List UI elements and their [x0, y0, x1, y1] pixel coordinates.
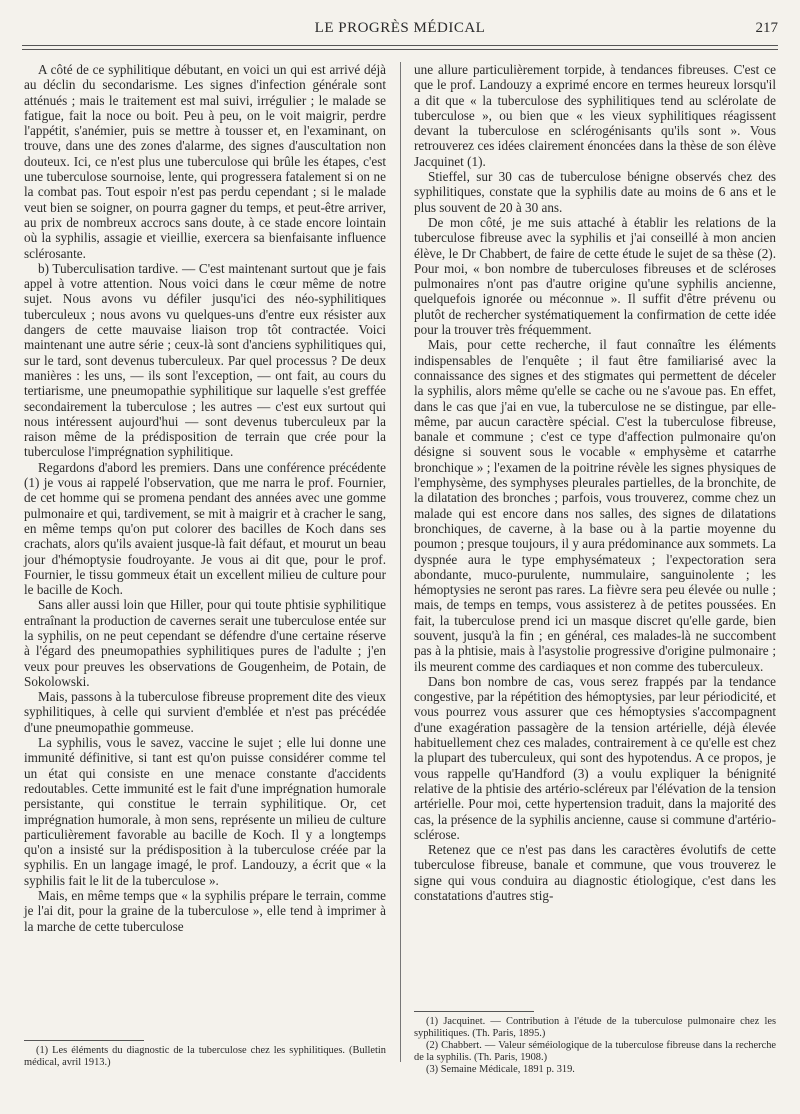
left-footnotes [24, 1040, 386, 1069]
paragraph: Retenez que ce n'est pas dans les caractères évolutifs de cette tuberculose fibreuse, banale et commune, que vous trouverez le signe qui vous conduira au diagnostic étiologique, c'est dans les constatations d'autres stig- [414, 842, 776, 904]
right-footnotes [414, 1011, 776, 1076]
paragraph: Sans aller aussi loin que Hiller, pour qui toute phtisie syphilitique entraînant la production de cavernes serait une tuberculose entée sur la syphilis, on ne peut cependant se défendre d'une certaine réserve à l'égard des pneumopathies syphilitiques pures de l'adulte ; j'en veux pour preuves les observations de Gougenheim, de Potain, de Sokolowski. [24, 597, 386, 689]
paragraph: Regardons d'abord les premiers. Dans une conférence précédente (1) je vous ai rappelé l'observation, que me narra le prof. Fournier, de cet homme qui se promena pendant des années avec une gomme pulmonaire et qui, tardivement, se mit à maigrir et à cracher le sang, en même temps qu'on put colorer des bacilles de Koch dans ses crachats, alors qu'ils avaient jusque-là fait défaut, et mourut un beau jour d'hémoptysie foudroyante. Je vous ai dit que, pour le prof. Fournier, le tissu gommeux était un excellent milieu de culture pour le bacille de Koch. [24, 459, 386, 598]
right-column [414, 62, 776, 903]
paragraph: La syphilis, vous le savez, vaccine le sujet ; elle lui donne une immunité définitive, si tant est qu'on puisse considérer comme tel un état qui consiste en une menace constante d'accidents redoutables. Cette immunité est le fait d'une imprégnation humorale persistante, qui constitue le terrain syphilitique. Or, cet imprégnation humorale, à mon sens, représente un milieu de culture particulièrement favorable au bacille de Koch. Il y a longtemps qu'on a insisté sur la prédisposition à la tuberculose créée par la syphilis. En un langage imagé, le prof. Landouzy, a écrit que « la syphilis fait le lit de la tuberculose ». [24, 735, 386, 888]
paragraph: une allure particulièrement torpide, à tendances fibreuses. C'est ce que le prof. Landouzy a exprimé encore en termes heureux lorsqu'il a dit que « la tuberculose des syphilitiques tend au sclérolate de tuberculose », ou bien que « les vieux syphilitiques réagissent devant la tuberculose en sclérogénisants qu'ils sont ». Vous retrouverez ces idées clairement énoncées dans la thèse de son élève Jacquinet (1). [414, 62, 776, 169]
footnote: (3) Semaine Médicale, 1891 p. 319. [426, 1064, 575, 1075]
page-number: 217 [755, 20, 778, 36]
footnote: (1) Jacquinet. — Contribution à l'étude de la tuberculose pulmonaire chez les syphilitiques. (Th. Paris, 1895.) [414, 1016, 776, 1039]
running-title: LE PROGRÈS MÉDICAL [314, 20, 486, 36]
header-rule-bottom [22, 49, 778, 50]
page-header [22, 20, 778, 44]
paragraph: Mais, en même temps que « la syphilis prépare le terrain, comme je l'ai dit, pour la graine de la tuberculose », elle tend à imprimer à la marche de cette tuberculose [24, 888, 386, 934]
column-divider [400, 62, 401, 1062]
footnote: (1) Les éléments du diagnostic de la tuberculose chez les syphilitiques. (Bulletin médical, avril 1913.) [24, 1045, 386, 1068]
footnote: (2) Chabbert. — Valeur séméiologique de la tuberculose fibreuse dans la recherche de la syphilis. (Th. Paris, 1908.) [414, 1040, 776, 1063]
paragraph: b) Tuberculisation tardive. — C'est maintenant surtout que je fais appel à votre attention. Nous voici dans le cœur même de notre sujet. Nous avons vu défiler jusqu'ici des néo-syphilitiques tuberculeux ; nous avons vu quelques-uns d'entre eux résister aux dangers de cette mauvaise liaison trop tôt contractée. Voici maintenant une autre série ; ceux-là sont d'anciens syphilitiques qui, sur le tard, sont devenus tuberculeux. Par quel processus ? De deux manières : les uns, — ils sont l'exception, — ont fait, au cours du tertiarisme, une pneumopathie syphilitique sur laquelle s'est greffée secondairement la tuberculose ; les autres — c'est eux surtout qui nous intéressent aujourd'hui — sont devenus tuberculeux par la raison même de la prédisposition de terrain que crée pour la tuberculose l'imprégnation syphilitique. [24, 260, 386, 460]
paragraph: De mon côté, je me suis attaché à établir les relations de la tuberculose fibreuse avec la syphilis et j'ai conseillé à mon ancien élève, le Dr Chabbert, de faire de cette étude le sujet de sa thèse (2). Pour moi, « bon nombre de tuberculoses fibreuses et de scléroses pulmonaires n'ont pas d'autre origine qu'une syphilis ancienne, quelquefois ignorée ou méconnue ». Il suffit d'être prévenu ou plutôt de rechercher systématiquement la confirmation de cette idée pour la trouver très fréquemment. [414, 214, 776, 338]
paragraph: Stieffel, sur 30 cas de tuberculose bénigne observés chez des syphilitiques, constate que la syphilis date au moins de 6 ans et le plus souvent de 20 à 30 ans. [414, 169, 776, 215]
header-rule-top [22, 45, 778, 46]
paragraph: Mais, pour cette recherche, il faut connaître les éléments indispensables de l'enquête ; il faut être familiarisé avec la connaissance des signes et des stigmates qui permettent de déceler la syphilis, alors même qu'elle se cache ou ne s'avoue pas. En effet, dans le cas que j'ai en vue, la tuberculose ne se distingue, par elle-même, par aucun caractère spécial. C'est la tuberculose fibreuse, banale et commune ; c'est ce type d'affection pulmonaire qu'on désigne si souvent sous le vocable « emphysème et catarrhe bronchique » ; l'examen de la poitrine révèle les signes physiques de l'emphysème, des symphyses pleurales partielles, de la bronchite, de la dilatation des bronches ; parfois, vous trouverez, comme chez un malade qui est encore dans nos salles, des signes de dilatations bronchiques, de caverne, à la base ou à la partie moyenne du poumon ; presque toujours, il y aura prédominance aux sommets. La dyspnée aura le type emphysémateux ; l'expectoration sera abondante, muco-purulente, nummulaire, sanguinolente ; les hémoptysies ne seront pas rares. La fièvre sera peu élevée ou nulle ; mais, de temps en temps, vous assisterez à de petites poussées. En fait, la tuberculose prend ici un masque discret qu'elle garde, bien souvent, jusqu'à la fin ; en général, ces malades-là ne succombent pas à la phtisie, mais à l'asystolie progressive d'origine pulmonaire ; ils meurent comme des cardiaques et non comme des tuberculeux. [414, 337, 776, 674]
paragraph: Mais, passons à la tuberculose fibreuse proprement dite des vieux syphilitiques, à celle qui survient d'emblée et n'est pas précédée d'une pneumopathie gommeuse. [24, 689, 386, 735]
paragraph: A côté de ce syphilitique débutant, en voici un qui est arrivé déjà au déclin du secondarisme. Les signes d'infection générale sont atténués ; mais le traitement est mal suivi, irrégulier ; le malade se fatigue, fait la noce ou boit. Peu à peu, on le voit maigrir, perdre l'appétit, s'anémier, puis se mettre à tousser et, en l'examinant, on trouve, dans une des zones d'alarme, des signes d'auscultation non douteux. Ici, ce n'est plus une tuberculose qui brûle les étapes, c'est une tuberculose sournoise, lente, qui progressera fatalement si on ne la combat pas. Tout espoir n'est pas perdu cependant ; si le malade veut bien se soigner, on pourra gagner du temps, et peut-être arriver, au prix de nombreux accrocs sans doute, à ce stade encore lointain où la syphilis, assagie et vieillie, exercera sa bienfaisante influence sclérosante. [24, 62, 386, 261]
footnote-rule [24, 1040, 144, 1041]
footnote-rule [414, 1011, 534, 1012]
paragraph: Dans bon nombre de cas, vous serez frappés par la tendance congestive, par la répétition des hémoptysies, par leur périodicité, et vous pourrez vous assurer que ces hémoptysies s'accompagnent d'une exagération passagère de la tension artérielle, déjà élevée habituellement chez ces malades, contrairement à ce qu'elle est chez la plupart des tuberculeux, qui sont des hypotendus. A ce propos, je vous rappelle qu'Handford (3) a voulu expliquer la bénignité relative de la phtisie des artério-scléreux par l'élévation de la tension artérielle. Pour moi, cette hypertension traduit, dans la majorité des cas, la présence de la syphilis ancienne, cause si commune d'artério-sclérose. [414, 673, 776, 842]
left-column [24, 62, 386, 934]
